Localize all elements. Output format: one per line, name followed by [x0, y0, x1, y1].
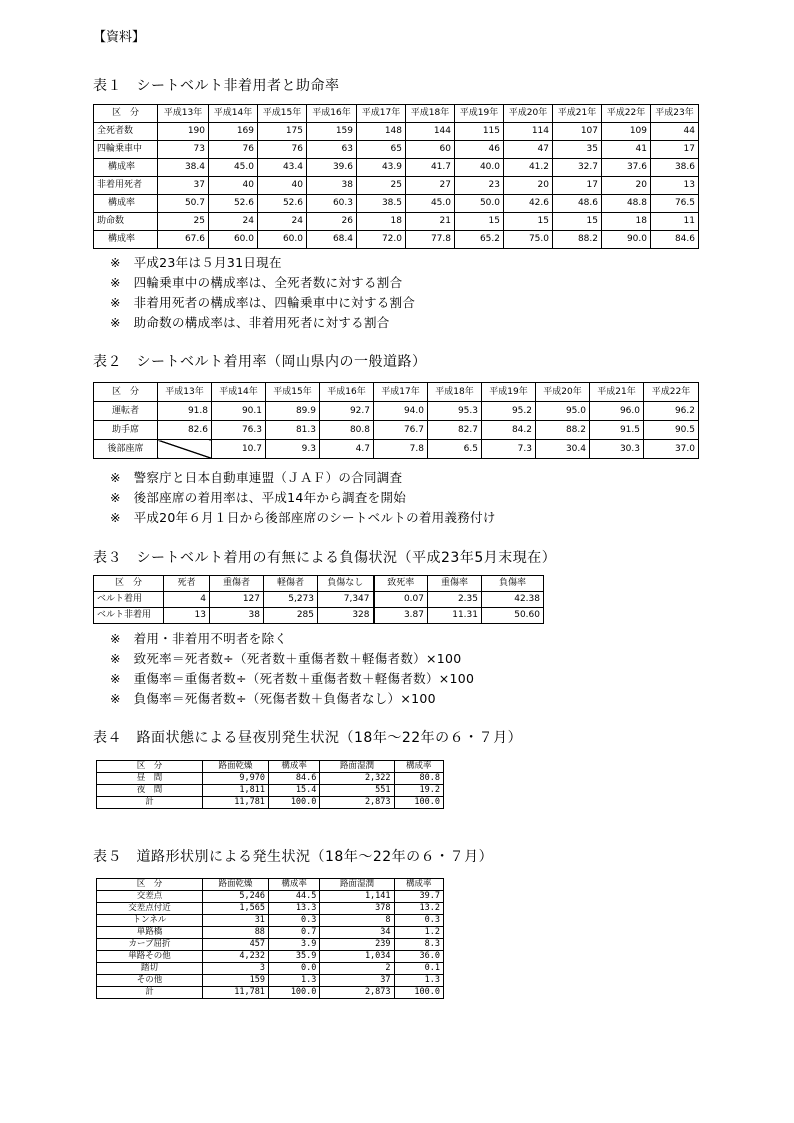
table-row — [97, 785, 444, 797]
table-cell: 38.5 — [357, 195, 406, 213]
table-cell: 82.6 — [158, 421, 212, 440]
table-cell: 36.0 — [394, 951, 443, 963]
table-cell: 45.0 — [406, 195, 455, 213]
table-cell: 43.9 — [357, 159, 406, 177]
table-cell: 52.6 — [258, 195, 307, 213]
column-header: 構成率 — [394, 761, 443, 773]
column-header: 路面湿潤 — [320, 761, 394, 773]
table-cell: 11.31 — [428, 608, 482, 624]
table-cell: 39.7 — [394, 891, 443, 903]
row-label: 四輪乗車中 — [94, 141, 158, 159]
column-header: 平成22年 — [602, 105, 651, 123]
table-cell: 35.9 — [268, 951, 319, 963]
table-cell: 10.7 — [212, 440, 266, 459]
table-cell: 38 — [210, 608, 264, 624]
row-label: 計 — [97, 797, 203, 809]
table-cell: 7,347 — [318, 592, 374, 608]
table-cell: 32.7 — [553, 159, 602, 177]
table-cell: 1.2 — [394, 927, 443, 939]
table-cell: 50.7 — [158, 195, 209, 213]
table-cell: 11 — [651, 213, 699, 231]
table-cell: 31 — [203, 915, 269, 927]
row-label: 助手席 — [94, 421, 158, 440]
table-cell: 48.6 — [553, 195, 602, 213]
row-label: 夜 間 — [97, 785, 203, 797]
table-cell: 9,970 — [203, 773, 269, 785]
table-cell: 144 — [406, 123, 455, 141]
column-header: 区 分 — [97, 879, 203, 891]
table-cell: 84.6 — [651, 231, 699, 249]
table1 — [93, 104, 699, 249]
header-row — [94, 105, 699, 123]
row-label: 非着用死者 — [94, 177, 158, 195]
table-cell: 88.2 — [553, 231, 602, 249]
table-cell: 15 — [553, 213, 602, 231]
table-row — [97, 939, 444, 951]
table-cell: 37 — [320, 975, 394, 987]
table-cell: 90.5 — [644, 421, 699, 440]
table-cell: 100.0 — [394, 797, 443, 809]
table-cell: 50.60 — [482, 608, 544, 624]
column-header: 平成14年 — [209, 105, 258, 123]
table-cell: 42.6 — [504, 195, 553, 213]
table-cell: 18 — [602, 213, 651, 231]
table-cell: 84.2 — [482, 421, 536, 440]
table-row — [97, 963, 444, 975]
table-cell: 0.7 — [268, 927, 319, 939]
table-cell: 457 — [203, 939, 269, 951]
table-cell: 109 — [602, 123, 651, 141]
table-cell: 4 — [164, 592, 210, 608]
table-cell: 82.7 — [428, 421, 482, 440]
table5-title: 表５ 道路形状別による発生状況（18年～22年の６・７月） — [93, 849, 494, 865]
table-cell: 60.0 — [209, 231, 258, 249]
row-label: 単路その他 — [97, 951, 203, 963]
table-cell: 76 — [258, 141, 307, 159]
column-header: 路面乾燥 — [203, 879, 269, 891]
table-cell: 114 — [504, 123, 553, 141]
column-header: 平成14年 — [212, 383, 266, 402]
table-cell: 37.6 — [602, 159, 651, 177]
table-cell: 148 — [357, 123, 406, 141]
table-cell: 40 — [209, 177, 258, 195]
column-header: 構成率 — [268, 879, 319, 891]
table-cell: 47 — [504, 141, 553, 159]
table-cell: 17 — [651, 141, 699, 159]
table-cell: 63 — [307, 141, 357, 159]
table-cell: 107 — [553, 123, 602, 141]
row-label: 交差点付近 — [97, 903, 203, 915]
table-cell: 75.0 — [504, 231, 553, 249]
table-cell: 0.3 — [268, 915, 319, 927]
table-cell: 38.6 — [651, 159, 699, 177]
note-line: ※ 重傷率＝重傷者数÷（死者数＋重傷者数＋軽傷者数）×100 — [110, 671, 475, 686]
table-cell: 80.8 — [394, 773, 443, 785]
row-label: 構成率 — [94, 195, 158, 213]
table-cell: 25 — [158, 213, 209, 231]
table-cell: 68.4 — [307, 231, 357, 249]
table-row — [97, 773, 444, 785]
column-header: 平成21年 — [590, 383, 644, 402]
table-row — [94, 608, 544, 624]
table-cell: 285 — [264, 608, 318, 624]
note-line: ※ 平成23年は５月31日現在 — [110, 255, 282, 270]
table-cell: 13 — [164, 608, 210, 624]
table-cell: 18 — [357, 213, 406, 231]
row-label: 助命数 — [94, 213, 158, 231]
table-cell: 0.07 — [374, 592, 428, 608]
table-cell: 46 — [455, 141, 504, 159]
table-cell: 1,141 — [320, 891, 394, 903]
row-label: 単路橋 — [97, 927, 203, 939]
table-cell: 81.3 — [266, 421, 320, 440]
row-label: 昼 間 — [97, 773, 203, 785]
table-cell: 7.3 — [482, 440, 536, 459]
column-header: 負傷なし — [318, 576, 374, 592]
row-label: トンネル — [97, 915, 203, 927]
table-cell: 27 — [406, 177, 455, 195]
table-cell: 5,273 — [264, 592, 318, 608]
table-cell: 91.5 — [590, 421, 644, 440]
column-header: 平成18年 — [406, 105, 455, 123]
table-cell: 95.0 — [536, 402, 590, 421]
column-header: 路面湿潤 — [320, 879, 394, 891]
table-cell: 2,322 — [320, 773, 394, 785]
table-row — [94, 195, 699, 213]
table-cell: 76.5 — [651, 195, 699, 213]
note-line: ※ 致死率＝死者数÷（死者数＋重傷者数＋軽傷者数）×100 — [110, 651, 462, 666]
table-row — [97, 903, 444, 915]
table2 — [93, 382, 699, 459]
column-header: 区 分 — [94, 383, 158, 402]
table1-notes — [110, 253, 415, 333]
note-line: ※ 非着用死者の構成率は、四輪乗車中に対する割合 — [110, 295, 416, 310]
table-cell: 15 — [455, 213, 504, 231]
table-cell: 1,034 — [320, 951, 394, 963]
table-cell: 169 — [209, 123, 258, 141]
column-header: 構成率 — [268, 761, 319, 773]
note-line: ※ 警察庁と日本自動車連盟（ＪＡＦ）の合同調査 — [110, 470, 403, 485]
table-row — [94, 402, 699, 421]
table-row — [97, 891, 444, 903]
table-cell: 60.3 — [307, 195, 357, 213]
table-cell: 17 — [553, 177, 602, 195]
table-cell: 100.0 — [268, 797, 319, 809]
table-cell: 20 — [504, 177, 553, 195]
note-line: ※ 平成20年６月１日から後部座席のシートベルトの着用義務付け — [110, 510, 496, 525]
table-cell: 7.8 — [374, 440, 428, 459]
table-cell: 94.0 — [374, 402, 428, 421]
table-cell: 95.3 — [428, 402, 482, 421]
table-cell: 13 — [651, 177, 699, 195]
table-cell: 100.0 — [268, 987, 319, 999]
column-header: 平成21年 — [553, 105, 602, 123]
column-header: 平成16年 — [307, 105, 357, 123]
table-cell: 8.3 — [394, 939, 443, 951]
column-header: 平成20年 — [536, 383, 590, 402]
column-header: 平成13年 — [158, 383, 212, 402]
note-line: ※ 四輪乗車中の構成率は、全死者数に対する割合 — [110, 275, 403, 290]
table-cell: 159 — [203, 975, 269, 987]
row-label: ベルト着用 — [94, 592, 164, 608]
table-row — [97, 927, 444, 939]
table3 — [93, 575, 544, 624]
table-cell: 76.7 — [374, 421, 428, 440]
column-header: 重傷者 — [210, 576, 264, 592]
table-cell: 88 — [203, 927, 269, 939]
table-row — [94, 592, 544, 608]
table-cell: 76.3 — [212, 421, 266, 440]
row-label: 踏切 — [97, 963, 203, 975]
column-header: 平成15年 — [266, 383, 320, 402]
table-cell: 175 — [258, 123, 307, 141]
column-header: 死者 — [164, 576, 210, 592]
column-header: 構成率 — [394, 879, 443, 891]
table-cell: 1,565 — [203, 903, 269, 915]
note-line: ※ 助命数の構成率は、非着用死者に対する割合 — [110, 315, 390, 330]
row-label: 後部座席 — [94, 440, 158, 459]
table-cell: 0.0 — [268, 963, 319, 975]
column-header: 平成17年 — [374, 383, 428, 402]
table-cell: 44.5 — [268, 891, 319, 903]
table-row — [94, 141, 699, 159]
table-cell: 30.4 — [536, 440, 590, 459]
table-cell: 11,781 — [203, 987, 269, 999]
table-cell: 43.4 — [258, 159, 307, 177]
header-row — [97, 761, 444, 773]
row-label: 構成率 — [94, 159, 158, 177]
table2-title: 表２ シートベルト着用率（岡山県内の一般道路） — [93, 354, 427, 370]
table-cell: 2,873 — [320, 987, 394, 999]
table-cell: 90.1 — [212, 402, 266, 421]
table-cell: 551 — [320, 785, 394, 797]
table-cell: 3.87 — [374, 608, 428, 624]
table-row — [97, 975, 444, 987]
table-row — [94, 231, 699, 249]
table-cell: 38 — [307, 177, 357, 195]
table-cell: 1.3 — [394, 975, 443, 987]
note-line: ※ 負傷率＝死傷者数÷（死傷者数＋負傷者なし）×100 — [110, 691, 436, 706]
table-cell: 76 — [209, 141, 258, 159]
table-cell: 72.0 — [357, 231, 406, 249]
table-cell: 37.0 — [644, 440, 699, 459]
table-cell: 35 — [553, 141, 602, 159]
row-label: 運転者 — [94, 402, 158, 421]
table-cell: 20 — [602, 177, 651, 195]
table5 — [96, 878, 444, 999]
note-line: ※ 後部座席の着用率は、平成14年から調査を開始 — [110, 490, 407, 505]
table-cell: 96.0 — [590, 402, 644, 421]
table-cell: 24 — [258, 213, 307, 231]
table-cell: 190 — [158, 123, 209, 141]
table-cell: 65.2 — [455, 231, 504, 249]
table-cell: 127 — [210, 592, 264, 608]
note-line: ※ 着用・非着用不明者を除く — [110, 631, 288, 646]
column-header: 負傷率 — [482, 576, 544, 592]
table-row — [94, 177, 699, 195]
table-cell: 2,873 — [320, 797, 394, 809]
table-cell: 52.6 — [209, 195, 258, 213]
table-cell: 23 — [455, 177, 504, 195]
table1-title: 表１ シートベルト非着用者と助命率 — [93, 78, 340, 94]
table-cell: 90.0 — [602, 231, 651, 249]
table-cell: 26 — [307, 213, 357, 231]
row-label: ベルト非着用 — [94, 608, 164, 624]
column-header: 平成19年 — [455, 105, 504, 123]
table-cell: 42.38 — [482, 592, 544, 608]
table-cell: 44 — [651, 123, 699, 141]
table-cell: 115 — [455, 123, 504, 141]
table-cell: 100.0 — [394, 987, 443, 999]
table-cell: 84.6 — [268, 773, 319, 785]
table-cell: 0.1 — [394, 963, 443, 975]
table-cell: 48.8 — [602, 195, 651, 213]
table-cell: 41.2 — [504, 159, 553, 177]
row-label: 全死者数 — [94, 123, 158, 141]
row-label: 構成率 — [94, 231, 158, 249]
table-cell: 19.2 — [394, 785, 443, 797]
table-row — [94, 440, 699, 459]
column-header: 平成20年 — [504, 105, 553, 123]
table-cell: 95.2 — [482, 402, 536, 421]
column-header: 平成19年 — [482, 383, 536, 402]
table-cell: 13.2 — [394, 903, 443, 915]
table-cell: 4.7 — [320, 440, 374, 459]
table-cell: 60.0 — [258, 231, 307, 249]
table-cell: 2 — [320, 963, 394, 975]
table-cell: 15.4 — [268, 785, 319, 797]
table-cell: 91.8 — [158, 402, 212, 421]
table-cell: 92.7 — [320, 402, 374, 421]
table-cell: 45.0 — [209, 159, 258, 177]
table-cell: 96.2 — [644, 402, 699, 421]
table-cell: 37 — [158, 177, 209, 195]
table-cell: 3.9 — [268, 939, 319, 951]
table-cell: 24 — [209, 213, 258, 231]
table-cell: 39.6 — [307, 159, 357, 177]
row-label: その他 — [97, 975, 203, 987]
table4 — [96, 760, 444, 809]
column-header: 平成23年 — [651, 105, 699, 123]
table-cell: 0.3 — [394, 915, 443, 927]
table-row — [97, 797, 444, 809]
document-header: 【資料】 — [93, 30, 146, 45]
table-cell: 30.3 — [590, 440, 644, 459]
table2-notes — [110, 468, 496, 528]
table-cell: 21 — [406, 213, 455, 231]
table-cell: 89.9 — [266, 402, 320, 421]
header-row — [97, 879, 444, 891]
column-header: 区 分 — [94, 105, 158, 123]
table-cell: 2.35 — [428, 592, 482, 608]
table-cell: 15 — [504, 213, 553, 231]
table-cell: 41.7 — [406, 159, 455, 177]
table-cell: 50.0 — [455, 195, 504, 213]
table-cell: 3 — [203, 963, 269, 975]
column-header: 平成15年 — [258, 105, 307, 123]
column-header: 区 分 — [94, 576, 164, 592]
table-cell: 77.8 — [406, 231, 455, 249]
table-row — [97, 987, 444, 999]
table-cell: 65 — [357, 141, 406, 159]
table-row — [94, 159, 699, 177]
table-cell: 60 — [406, 141, 455, 159]
table-cell: 159 — [307, 123, 357, 141]
table-cell: 41 — [602, 141, 651, 159]
header-row — [94, 383, 699, 402]
column-header: 区 分 — [97, 761, 203, 773]
table4-title: 表４ 路面状態による昼夜別発生状況（18年～22年の６・７月） — [93, 730, 523, 746]
column-header: 軽傷者 — [264, 576, 318, 592]
table-cell: 8 — [320, 915, 394, 927]
table-cell: 5,246 — [203, 891, 269, 903]
column-header: 路面乾燥 — [203, 761, 269, 773]
table-cell: 11,781 — [203, 797, 269, 809]
table-cell: 378 — [320, 903, 394, 915]
table-cell: 328 — [318, 608, 374, 624]
table-row — [94, 213, 699, 231]
table-cell: 4,232 — [203, 951, 269, 963]
column-header: 平成13年 — [158, 105, 209, 123]
table-cell: 13.3 — [268, 903, 319, 915]
table-cell: 1,811 — [203, 785, 269, 797]
table-cell: 73 — [158, 141, 209, 159]
table-row — [94, 421, 699, 440]
header-row — [94, 576, 544, 592]
row-label: カーブ屈折 — [97, 939, 203, 951]
table-row — [97, 915, 444, 927]
table-cell: 6.5 — [428, 440, 482, 459]
table-cell: 1.3 — [268, 975, 319, 987]
table-row — [94, 123, 699, 141]
column-header: 平成22年 — [644, 383, 699, 402]
table-cell: 25 — [357, 177, 406, 195]
table-cell: 239 — [320, 939, 394, 951]
table3-title: 表３ シートベルト着用の有無による負傷状況（平成23年5月末現在） — [93, 550, 557, 566]
table-row — [97, 951, 444, 963]
column-header: 平成17年 — [357, 105, 406, 123]
column-header: 致死率 — [374, 576, 428, 592]
table-cell — [158, 440, 212, 459]
table-cell: 34 — [320, 927, 394, 939]
table-cell: 88.2 — [536, 421, 590, 440]
row-label: 交差点 — [97, 891, 203, 903]
table3-notes — [110, 629, 474, 709]
column-header: 平成16年 — [320, 383, 374, 402]
column-header: 平成18年 — [428, 383, 482, 402]
row-label: 計 — [97, 987, 203, 999]
table-cell: 9.3 — [266, 440, 320, 459]
column-header: 重傷率 — [428, 576, 482, 592]
table-cell: 80.8 — [320, 421, 374, 440]
table-cell: 40.0 — [455, 159, 504, 177]
table-cell: 67.6 — [158, 231, 209, 249]
table-cell: 38.4 — [158, 159, 209, 177]
table-cell: 40 — [258, 177, 307, 195]
